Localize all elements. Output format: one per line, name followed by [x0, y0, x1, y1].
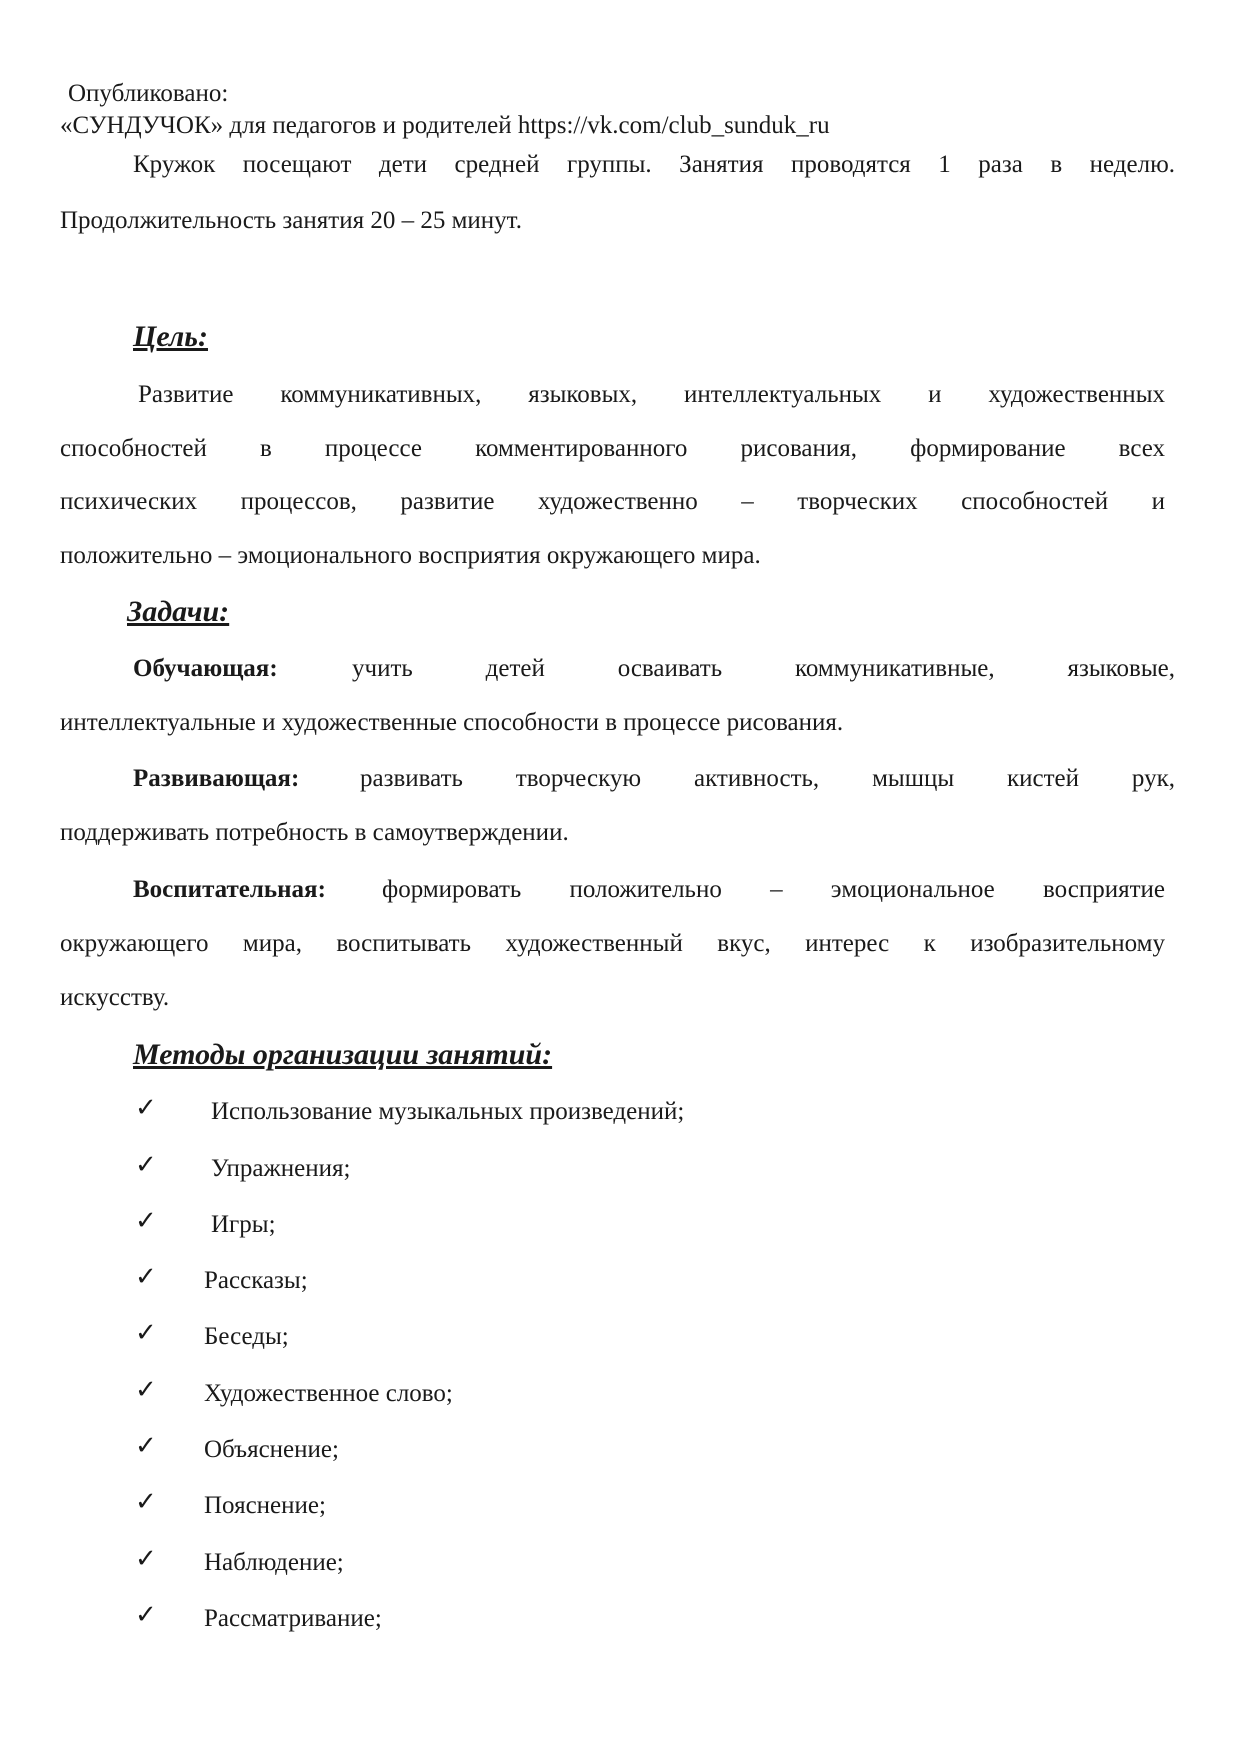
list-item: Использование музыкальных произведений; [211, 1098, 685, 1125]
check-icon: ✓ [135, 1375, 157, 1405]
check-icon: ✓ [135, 1262, 157, 1292]
task-educational-label [133, 875, 326, 905]
goal-line-1: Развитие коммуникативных, языковых, интеллектуальных и художественных [138, 381, 1165, 408]
list-item: Художественное слово; [204, 1380, 453, 1407]
goal-line-2: способностей в процессе комментированного рисования, формирование всех [60, 435, 1165, 462]
intro-line-2: Продолжительность занятия 20 – 25 минут. [60, 207, 522, 234]
check-icon: ✓ [135, 1206, 157, 1236]
task-teaching-label [133, 654, 278, 684]
tasks-heading: Задачи: [127, 595, 230, 628]
task-teaching-line-1: учить детей осваивать коммуникативные, языковые, [352, 655, 1175, 682]
task-developing-line-1: развивать творческую активность, мышцы кистей рук, [360, 765, 1175, 792]
task-educational-line-1: формировать положительно – эмоциональное восприятие [382, 876, 1165, 903]
check-icon: ✓ [135, 1318, 157, 1348]
list-item: Пояснение; [204, 1492, 326, 1519]
list-item: Рассматривание; [204, 1605, 382, 1632]
check-icon: ✓ [135, 1150, 157, 1180]
task-teaching-title: Обучающая: [133, 655, 278, 682]
task-developing-label [133, 764, 299, 794]
check-icon: ✓ [135, 1487, 157, 1517]
goal-heading: Цель: [133, 320, 208, 353]
list-item: Беседы; [204, 1323, 289, 1350]
task-educational-line-3: искусству. [60, 984, 170, 1011]
check-icon: ✓ [135, 1431, 157, 1461]
goal-line-4: положительно – эмоционального восприятия окружающего мира. [60, 542, 761, 569]
intro-line-1: Кружок посещают дети средней группы. Занятия проводятся 1 раза в неделю. [133, 151, 1175, 178]
list-item: Объяснение; [204, 1436, 339, 1463]
task-educational-line-2: окружающего мира, воспитывать художественный вкус, интерес к изобразительному [60, 930, 1165, 957]
task-developing-title: Развивающая: [133, 765, 300, 792]
list-item: Наблюдение; [204, 1549, 344, 1576]
task-developing-line-2: поддерживать потребность в самоутверждении. [60, 819, 569, 846]
published-label: Опубликовано: [68, 80, 229, 107]
check-icon: ✓ [135, 1600, 157, 1630]
list-item: Упражнения; [211, 1155, 351, 1182]
source-line: «СУНДУЧОК» для педагогов и родителей https://vk.com/club_sunduk_ru [60, 112, 830, 139]
list-item: Рассказы; [204, 1267, 308, 1294]
task-educational-title: Воспитательная: [133, 876, 326, 903]
goal-line-3: психических процессов, развитие художественно – творческих способностей и [60, 488, 1165, 515]
check-icon: ✓ [135, 1093, 157, 1123]
check-icon: ✓ [135, 1544, 157, 1574]
methods-heading: Методы организации занятий: [133, 1038, 553, 1071]
list-item: Игры; [211, 1211, 276, 1238]
task-teaching-line-2: интеллектуальные и художественные способности в процессе рисования. [60, 709, 844, 736]
